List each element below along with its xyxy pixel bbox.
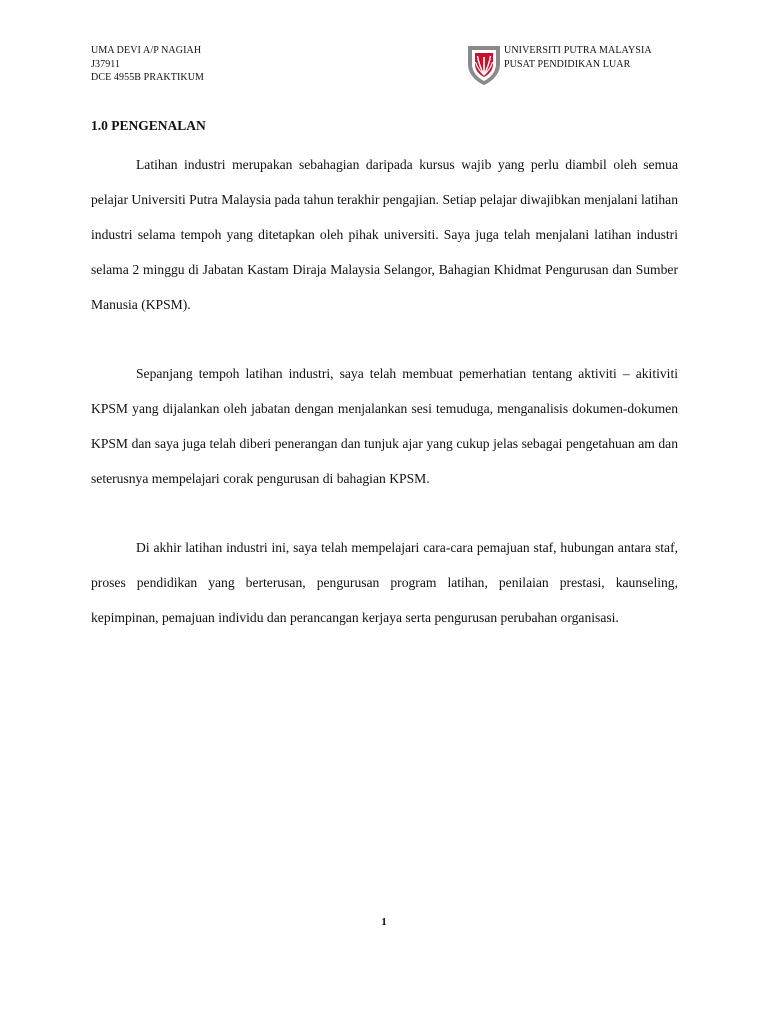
header-department-name: PUSAT PENDIDIKAN LUAR [504, 58, 631, 70]
paragraph-1: Latihan industri merupakan sebahagian daripada kursus wajib yang perlu diambil oleh semua pelajar Universiti Putra Malaysia pada tahun terakhir pengajian. Setiap pelajar diwajibkan menjalani latihan industri selama tempoh yang ditetapkan oleh pihak universiti. Saya juga telah menjalani latihan industri selama 2 minggu di Jabatan Kastam Diraja Malaysia Selangor, Bahagian Khidmat Pengurusan dan Sumber Manusia (KPSM). [91, 157, 678, 312]
header-university-name: UNIVERSITI PUTRA MALAYSIA [504, 45, 652, 56]
header-student-info [91, 44, 204, 85]
header-university-info [504, 44, 652, 71]
header-student-name: UMA DEVI A/P NAGIAH [91, 45, 202, 56]
section-heading: 1.0 PENGENALAN [91, 118, 206, 133]
paragraph-3: Di akhir latihan industri ini, saya telah mempelajari cara-cara pemajuan staf, hubungan antara staf, proses pendidikan yang berterusan, pengurusan program latihan, penilaian prestasi, kaunseling, kepimpinan, pemajuan individu dan perancangan kerjaya serta pengurusan perubahan organisasi. [91, 540, 678, 625]
section-body [91, 147, 678, 669]
upm-shield-icon [466, 44, 502, 86]
header-course-code: DCE 4955B PRAKTIKUM [91, 72, 205, 83]
page-number: 1 [381, 916, 387, 928]
paragraph-2: Sepanjang tempoh latihan industri, saya telah membuat pemerhatian tentang aktiviti – akitiviti KPSM yang dijalankan oleh jabatan dengan menjalankan sesi temuduga, menganalisis dokumen-dokumen KPSM dan saya juga telah diberi penerangan dan tunjuk ajar yang cukup jelas sebagai pengetahuan am dan seterusnya mempelajari corak pengurusan di bahagian KPSM. [91, 366, 678, 486]
header-student-id: J37911 [91, 58, 121, 70]
